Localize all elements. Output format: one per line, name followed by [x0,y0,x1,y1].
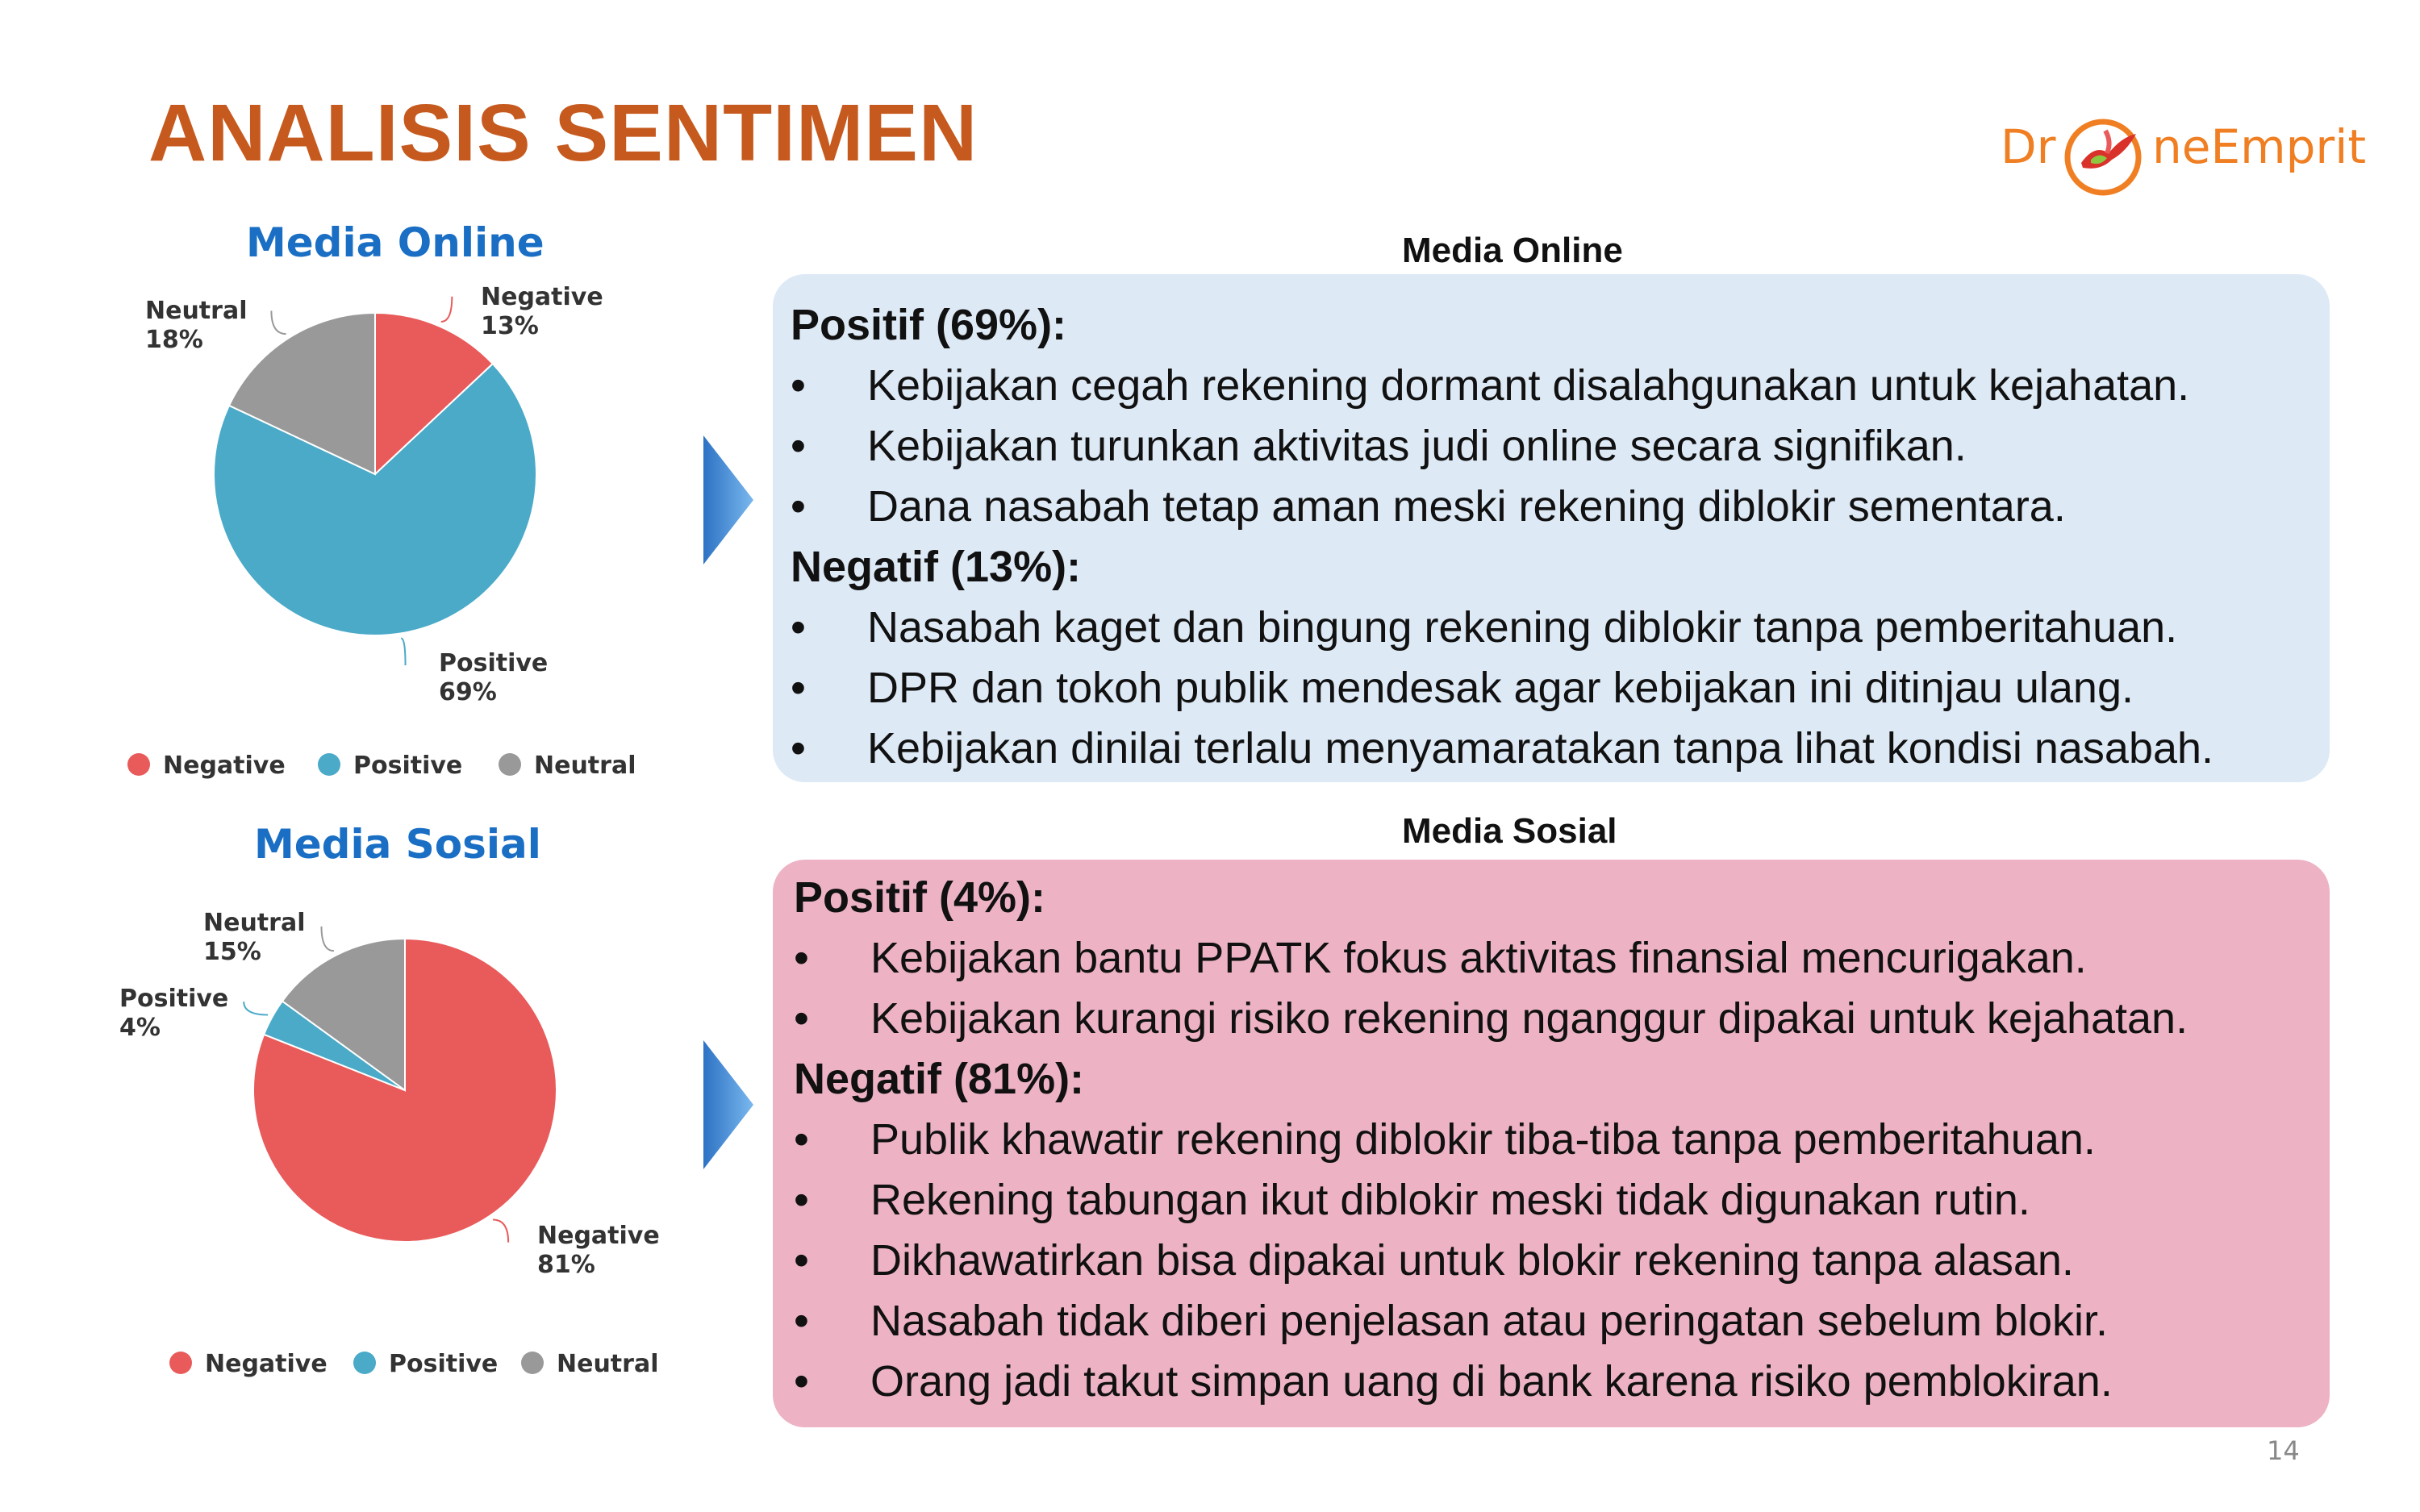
social-positive-title: Positif (4%): [794,873,1046,922]
social-summary-content [794,868,2188,1412]
legend-dot [521,1352,544,1374]
chart-title-online: Media Online [246,219,544,266]
online-positive-title: Positif (69%): [791,301,1067,349]
list-item: • Dikhawatirkan bisa dipakai untuk blokir rekening tanpa alasan. [794,1231,2188,1291]
legend-dot [318,753,340,776]
social-negative-list [794,1110,2188,1412]
legend-label: Neutral [557,1350,659,1378]
list-item: • Kebijakan bantu PPATK fokus aktivitas finansial mencurigakan. [794,928,2188,989]
list-item: • Kebijakan cegah rekening dormant disalahgunakan untuk kejahatan. [791,356,2213,416]
leader-line [244,1002,268,1014]
online-negative-list [791,598,2213,779]
data-label-value: 81% [537,1251,595,1279]
legend-dot [127,753,150,776]
legend-dot [353,1352,376,1374]
data-label-category: Negative [537,1222,660,1250]
social-positive-list [794,928,2188,1049]
logo-text-end: neEmprit [2152,119,2367,174]
list-item: • Nasabah tidak diberi penjelasan atau peringatan sebelum blokir. [794,1291,2188,1352]
list-item: • Publik khawatir rekening diblokir tiba-tiba tanpa pemberitahuan. [794,1110,2188,1170]
leader-line [493,1219,508,1242]
online-positive-list [791,356,2213,537]
legend-dot [169,1352,192,1374]
list-item: • DPR dan tokoh publik mendesak agar kebijakan ini ditinjau ulang. [791,658,2213,719]
leader-line [401,638,405,665]
list-item: • Orang jadi takut simpan uang di bank karena risiko pemblokiran. [794,1352,2188,1412]
arrow-online-icon [703,435,760,564]
list-item: • Rekening tabungan ikut diblokir meski tidak digunakan rutin. [794,1170,2188,1231]
online-negative-title: Negatif (13%): [791,543,1082,591]
logo-text-start: Dr [2001,119,2056,174]
legend-label: Positive [389,1350,499,1378]
data-label-value: 4% [119,1014,161,1042]
data-label-value: 13% [481,312,539,340]
data-label-value: 69% [439,678,497,706]
list-item: • Dana nasabah tetap aman meski rekening diblokir sementara. [791,477,2213,537]
panel-heading-social: Media Sosial [1402,811,1617,851]
data-label-category: Neutral [203,909,306,937]
legend-label: Negative [205,1350,328,1378]
online-summary-content [791,295,2213,779]
data-label-value: 18% [145,326,203,354]
leader-line [271,310,286,334]
data-label-category: Neutral [145,297,248,325]
page-number: 14 [2267,1435,2300,1466]
legend-label: Negative [163,752,286,780]
list-item: • Kebijakan kurangi risiko rekening nganggur dipakai untuk kejahatan. [794,989,2188,1049]
arrow-social-icon [703,1040,760,1169]
data-label-category: Positive [439,649,549,677]
legend-label: Neutral [534,752,636,780]
list-item: • Nasabah kaget dan bingung rekening diblokir tanpa pemberitahuan. [791,598,2213,658]
panel-heading-online: Media Online [1402,231,1623,270]
data-label-category: Negative [481,283,603,311]
leader-line [441,297,453,322]
leader-line [321,927,333,951]
list-item: • Kebijakan turunkan aktivitas judi online secara signifikan. [791,416,2213,477]
legend-label: Positive [353,752,463,780]
list-item: • Kebijakan dinilai terlalu menyamaratakan tanpa lihat kondisi nasabah. [791,719,2213,779]
social-negative-title: Negatif (81%): [794,1055,1085,1103]
data-label-value: 15% [203,938,261,966]
data-label-category: Positive [119,985,229,1013]
chart-title-social: Media Sosial [254,821,541,868]
page-title: ANALISIS SENTIMEN [148,88,978,178]
legend-dot [499,753,521,776]
